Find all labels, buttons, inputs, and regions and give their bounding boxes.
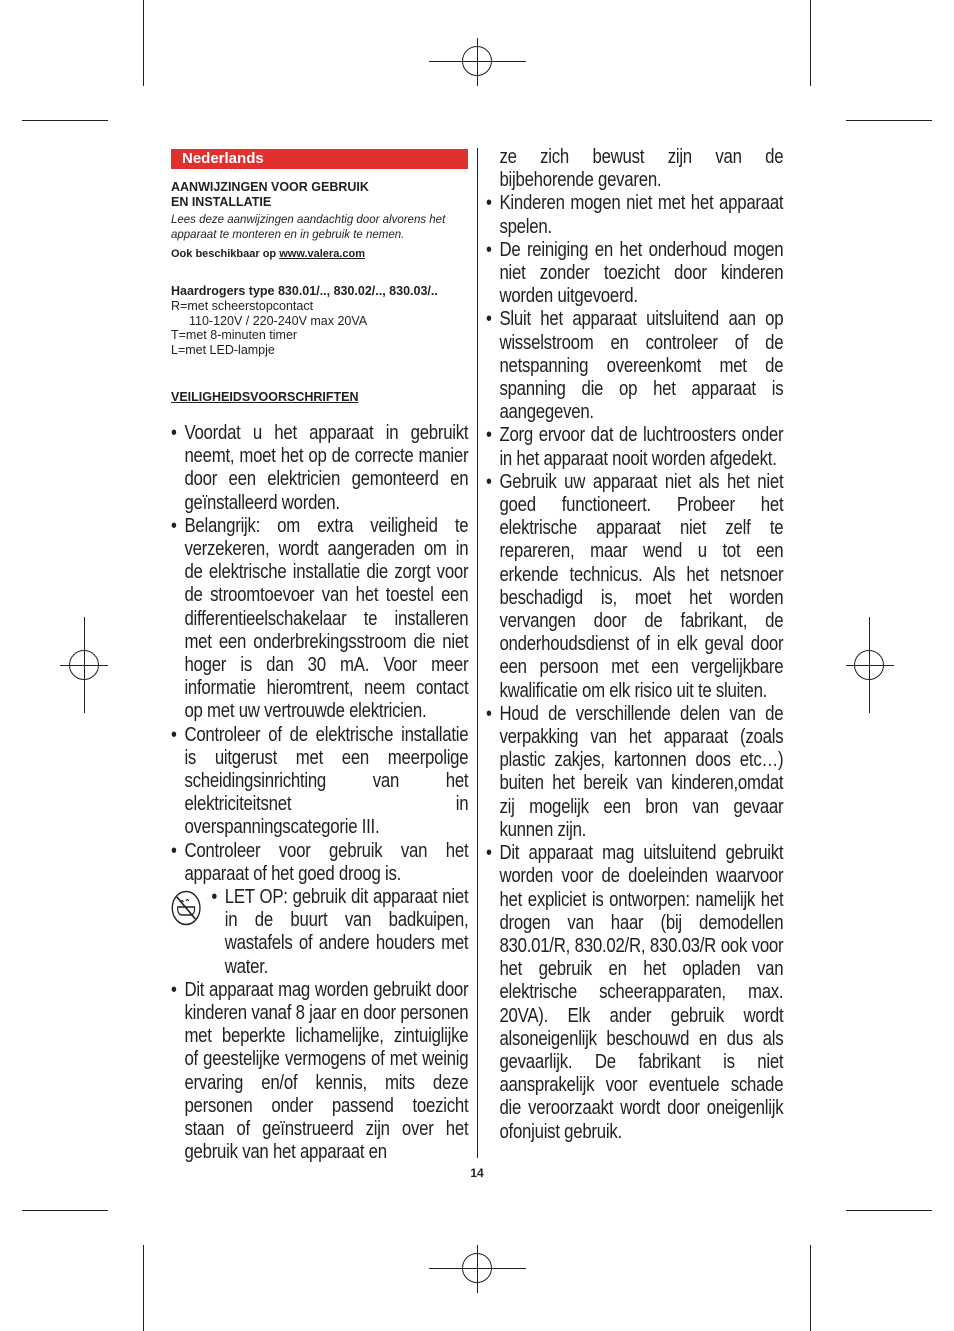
- crop-mark-top-left-h: [22, 120, 108, 121]
- no-water-bathtub-icon: [171, 890, 201, 926]
- registration-mark-icon: [462, 1253, 492, 1283]
- crop-mark-top-right-h: [846, 120, 932, 121]
- safety-list-right: [486, 146, 783, 1144]
- warning-block: [171, 886, 468, 979]
- website-link[interactable]: www.valera.com: [279, 248, 366, 260]
- crop-mark-bottom-right-v: [810, 1245, 811, 1331]
- spec-r-detail: 110-120V / 220-240V max 20VA: [189, 313, 368, 328]
- list-item: • Zorg ervoor dat de luchtroosters onder in het apparaat nooit worden afgedekt.: [486, 424, 783, 470]
- list-item: • Gebruik uw apparaat niet als het niet goed functioneert. Probeer het elektrische apparaat niet zelf te repareren, maar wend u tot een erkende technicus. Als het netsnoer beschadigd is, moet het worden vervangen door de fabrikant, de onderhoudsdienst of in elk geval door een persoon met een vergelijkbare kwalificatie om elk risico uit te sluiten.: [486, 471, 783, 703]
- model-types: Haardrogers type 830.01/.., 830.02/.., 830.03/..: [171, 284, 438, 298]
- continuation-text: ze zich bewust zijn van de bijbehorende gevaren.: [499, 146, 784, 192]
- list-item: • Houd de verschillende delen van de verpakking van het apparaat (zoals plastic zakjes, kartonnen doos etc…) buiten het bereik van kinderen,omdat zij mogelijk een bron van gevaar kunnen zijn.: [486, 703, 783, 842]
- availability-line: [171, 247, 468, 262]
- list-item: • Controleer of de elektrische installatie is uitgerust met een meerpolige scheidingsinrichting van het elektriciteitsnet in overspanningscategorie III.: [171, 724, 468, 840]
- list-item: • Belangrijk: om extra veiligheid te verzekeren, wordt aangeraden om in de elektrische installatie die zorgt voor de stroomtoevoer van het toestel een differentieelschakelaar te installeren met een onderbrekingsstroom die niet hoger is dan 30 mA. Voor meer informatie hieromtrent, neem contact op met uw vertrouwde elektricien.: [171, 515, 468, 724]
- spec-t: T=met 8-minuten timer: [171, 328, 298, 342]
- crop-mark-top-right-v: [810, 0, 811, 86]
- title-line-2: EN INSTALLATIE: [171, 195, 272, 209]
- crop-mark-bottom-left-h: [22, 1210, 108, 1211]
- registration-mark-icon: [854, 650, 884, 680]
- column-divider: [477, 148, 478, 1158]
- list-item: • De reiniging en het onderhoud mogen niet zonder toezicht door kinderen worden uitgevoerd.: [486, 239, 783, 309]
- safety-list-left: [171, 422, 468, 1165]
- spec-r: R=met scheerstopcontact: [171, 299, 314, 313]
- crop-mark-top-left-v: [143, 0, 144, 86]
- crop-mark-bottom-left-v: [143, 1245, 144, 1331]
- registration-mark-icon: [69, 650, 99, 680]
- list-item: • Sluit het apparaat uitsluitend aan op wisselstroom en controleer of de netspanning overeenkomt met de spanning die op het apparaat is aangegeven.: [486, 308, 783, 424]
- language-tab: Nederlands: [171, 149, 468, 169]
- page-number: 14: [470, 1166, 484, 1180]
- list-item: • Controleer voor gebruik van het apparaat of het goed droog is.: [171, 840, 468, 886]
- title-line-1: AANWIJZINGEN VOOR GEBRUIK: [171, 180, 369, 194]
- intro-text: Lees deze aanwijzingen aandachtig door alvorens het apparaat te monteren en in gebruik te nemen.: [171, 214, 446, 241]
- spec-l: L=met LED-lampje: [171, 342, 275, 357]
- crop-mark-bottom-right-h: [846, 1210, 932, 1211]
- list-item: • Dit apparaat mag uitsluitend gebruikt worden voor de doeleinden waarvoor het expliciet is ontworpen: namelijk het drogen van haar (bij demodellen 830.01/R, 830.02/R, 830.03/R ook voor het gebruik en het opladen van elektrische scheerapparaten, max. 20VA). Elk ander gebruik wordt alsoneigenlijk beschouwd en dus als gevaarlijk. De fabrikant is niet aansprakelijk voor eventuele schade die veroorzaakt wordt door oneigenlijk ofonjuist gebruik.: [486, 842, 783, 1144]
- safety-heading: VEILIGHEIDSVOORSCHRIFTEN: [171, 390, 359, 404]
- registration-mark-icon: [462, 46, 492, 76]
- list-item: • Voordat u het apparaat in gebruikt neemt, moet het op de correcte manier door een elektricien gemonteerd en geïnstalleerd worden.: [171, 422, 468, 515]
- warning-text: • LET OP: gebruik dit apparaat niet in de buurt van badkuipen, wastafels of andere houders met water.: [211, 886, 468, 979]
- list-item: • Dit apparaat mag worden gebruikt door kinderen vanaf 8 jaar en door personen met beperkte lichamelijke, zintuiglijke of geestelijke vermogens of met weinig ervaring en/of kennis, mits deze personen onder passend toezicht staan of geïnstrueerd zijn over het gebruik van het apparaat en: [171, 979, 468, 1165]
- availability-prefix: Ook beschikbaar op: [171, 248, 280, 260]
- list-item: • Kinderen mogen niet met het apparaat spelen.: [486, 192, 783, 238]
- instructions-header: [171, 180, 468, 405]
